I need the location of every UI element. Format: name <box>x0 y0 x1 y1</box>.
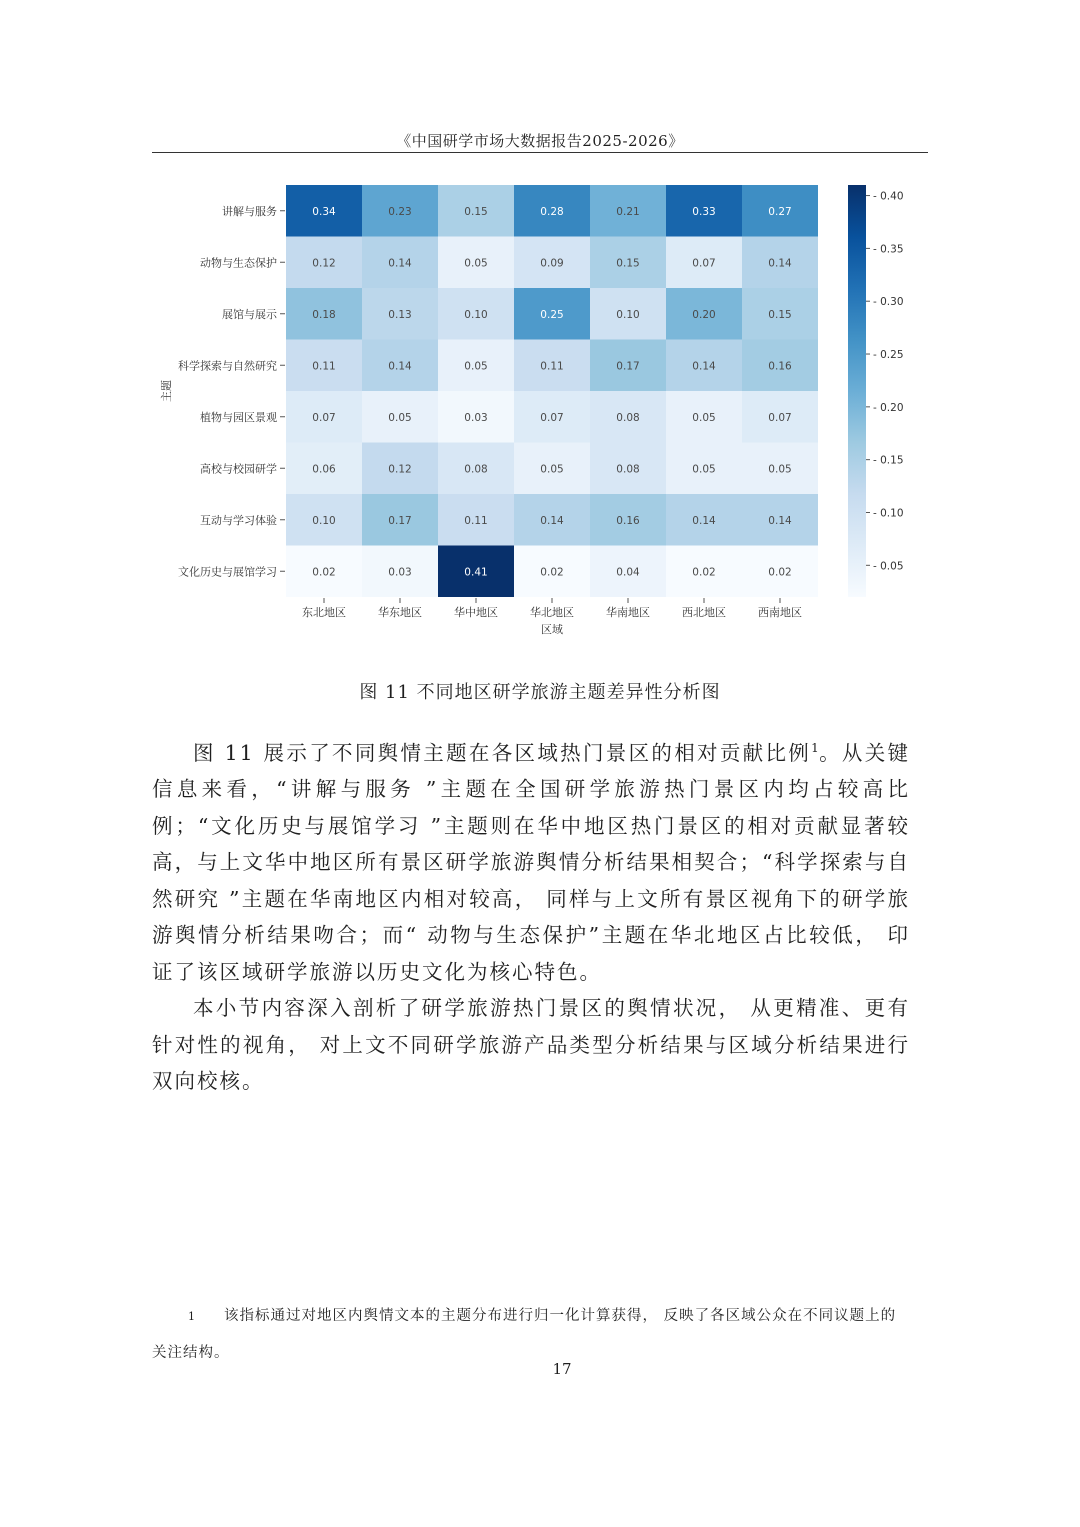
cell-value-label: 0.08 <box>616 411 640 424</box>
cell-value-label: 0.10 <box>616 308 640 321</box>
cell-value-label: 0.08 <box>616 463 640 476</box>
cell-value-label: 0.17 <box>388 514 412 527</box>
y-tick-label: 植物与园区景观 <box>200 410 277 424</box>
cell-value-label: 0.15 <box>768 308 792 321</box>
y-axis-label: 主题 <box>160 380 173 402</box>
cell-value-label: 0.20 <box>692 308 716 321</box>
page-number: 17 <box>552 1360 572 1378</box>
cell-value-label: 0.14 <box>388 257 412 270</box>
cell-value-label: 0.09 <box>540 257 564 270</box>
cell-value-label: 0.16 <box>768 360 792 373</box>
y-tick-label: 讲解与服务 <box>222 204 277 218</box>
cell-value-label: 0.12 <box>388 463 412 476</box>
cell-value-label: 0.06 <box>312 463 336 476</box>
cell-value-label: 0.13 <box>388 308 412 321</box>
x-tick-label: 华北地区 <box>530 606 574 619</box>
footnote-ref: 1 <box>811 741 819 755</box>
figure-caption: 图 11 不同地区研学旅游主题差异性分析图 <box>359 682 721 703</box>
y-tick-label: 文化历史与展馆学习 <box>178 565 277 579</box>
footnote-text: 该指标通过对地区内舆情文本的主题分布进行归一化计算获得， 反映了各区域公众在不同议题上的关注结构。 <box>152 1308 897 1361</box>
cell-value-label: 0.41 <box>464 566 488 579</box>
cell-value-label: 0.25 <box>540 308 564 321</box>
y-tick-label: 互动与学习体验 <box>200 513 277 527</box>
heatmap-chart <box>160 175 920 645</box>
x-tick-label: 华东地区 <box>378 606 422 619</box>
cell-value-label: 0.05 <box>464 257 488 270</box>
cell-value-label: 0.05 <box>768 463 792 476</box>
cell-value-label: 0.05 <box>388 411 412 424</box>
x-tick-label: 东北地区 <box>302 606 346 619</box>
cell-value-label: 0.16 <box>616 514 640 527</box>
paragraph-1-part-b: 。从关键信息来看，“讲解与服务 ”主题在全国研学旅游热门景区内均占较高比例；“文化历史与展馆学习 ”主题则在华中地区热门景区的相对贡献显著较高，与上文华中地区所有景区研学旅游舆情分析结果相契合；“科学探索与自然研究 ”主题在华南地区内相对较高， 同样与上文所有景区视角下的研学旅游舆情分析结果吻合；而“ 动物与生态保护”主题在华北地区占比较低， 印证了该区域研学旅游以历史文化为核心特色。 <box>152 740 911 984</box>
footnote-mark: 1 <box>188 1310 196 1323</box>
y-tick-label: 展馆与展示 <box>222 307 277 321</box>
colorbar-tick-label: - 0.30 <box>873 296 904 309</box>
cell-value-label: 0.34 <box>312 205 336 218</box>
running-header: 《中国研学市场大数据报告2025-2026》 <box>396 132 684 150</box>
x-tick-label: 华南地区 <box>606 606 650 619</box>
cell-value-label: 0.14 <box>388 360 412 373</box>
colorbar-tick-label: - 0.25 <box>873 349 904 362</box>
cell-value-label: 0.21 <box>616 205 640 218</box>
cell-value-label: 0.05 <box>540 463 564 476</box>
cell-value-label: 0.02 <box>692 566 716 579</box>
cell-value-label: 0.14 <box>768 514 792 527</box>
cell-value-label: 0.07 <box>692 257 716 270</box>
cell-value-label: 0.12 <box>312 257 336 270</box>
cell-value-label: 0.07 <box>768 411 792 424</box>
y-tick-label: 高校与校园研学 <box>200 462 277 476</box>
cell-value-label: 0.33 <box>692 205 716 218</box>
cell-value-label: 0.02 <box>540 566 564 579</box>
x-axis-label: 区域 <box>541 623 563 636</box>
cell-value-label: 0.14 <box>692 360 716 373</box>
y-tick-label: 动物与生态保护 <box>200 256 277 270</box>
cell-value-label: 0.08 <box>464 463 488 476</box>
cell-value-label: 0.03 <box>388 566 412 579</box>
header-rule <box>152 152 928 153</box>
paragraph-1-part-a: 图 11 展示了不同舆情主题在各区域热门景区的相对贡献比例 <box>193 740 812 765</box>
cell-value-label: 0.14 <box>692 514 716 527</box>
colorbar-tick-label: - 0.40 <box>873 190 904 203</box>
cell-value-label: 0.02 <box>768 566 792 579</box>
cell-value-label: 0.05 <box>464 360 488 373</box>
cell-value-label: 0.11 <box>312 360 336 373</box>
paragraph-1 <box>152 730 910 990</box>
cell-value-label: 0.18 <box>312 308 336 321</box>
colorbar-tick-label: - 0.20 <box>873 401 904 414</box>
paragraph-2: 本小节内容深入剖析了研学旅游热门景区的舆情状况， 从更精准、更有针对性的视角， 对上文不同研学旅游产品类型分析结果与区域分析结果进行双向校核。 <box>152 996 910 1094</box>
colorbar <box>848 185 866 597</box>
cell-value-label: 0.11 <box>540 360 564 373</box>
cell-value-label: 0.14 <box>768 257 792 270</box>
colorbar-tick-label: - 0.10 <box>873 507 904 520</box>
cell-value-label: 0.17 <box>616 360 640 373</box>
cell-value-label: 0.05 <box>692 411 716 424</box>
cell-value-label: 0.04 <box>616 566 640 579</box>
cell-value-label: 0.05 <box>692 463 716 476</box>
cell-value-label: 0.15 <box>616 257 640 270</box>
colorbar-tick-label: - 0.15 <box>873 454 904 467</box>
x-tick-label: 西南地区 <box>758 606 802 619</box>
cell-value-label: 0.10 <box>312 514 336 527</box>
cell-value-label: 0.11 <box>464 514 488 527</box>
cell-value-label: 0.03 <box>464 411 488 424</box>
body-text <box>152 730 910 1100</box>
x-tick-label: 西北地区 <box>682 606 726 619</box>
cell-value-label: 0.02 <box>312 566 336 579</box>
cell-value-label: 0.07 <box>540 411 564 424</box>
cell-value-label: 0.10 <box>464 308 488 321</box>
cell-value-label: 0.07 <box>312 411 336 424</box>
colorbar-tick-label: - 0.35 <box>873 243 904 256</box>
y-tick-label: 科学探索与自然研究 <box>178 359 277 373</box>
cell-value-label: 0.27 <box>768 205 792 218</box>
cell-value-label: 0.23 <box>388 205 412 218</box>
x-tick-label: 华中地区 <box>454 606 498 619</box>
cell-value-label: 0.14 <box>540 514 564 527</box>
colorbar-tick-label: - 0.05 <box>873 560 904 573</box>
cell-value-label: 0.28 <box>540 205 564 218</box>
cell-value-label: 0.15 <box>464 205 488 218</box>
